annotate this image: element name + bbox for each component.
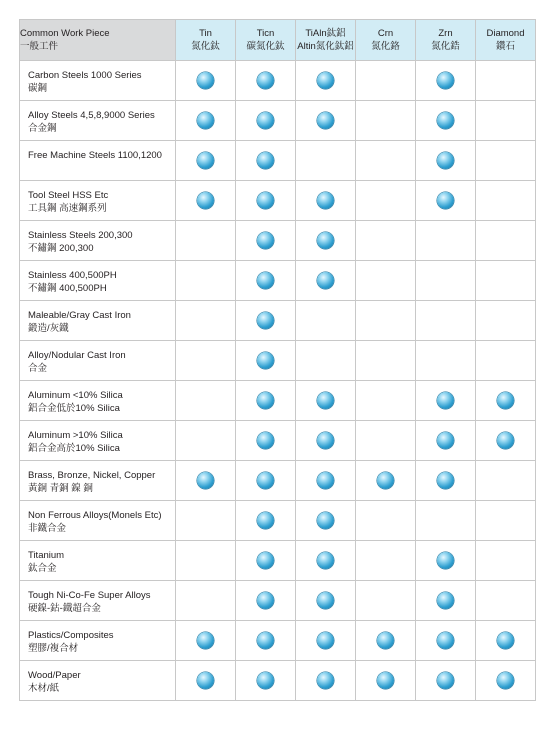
- blue-sphere-icon: [317, 432, 334, 449]
- compatibility-cell: [176, 61, 236, 101]
- compatibility-cell: [476, 421, 536, 461]
- blue-sphere-icon: [257, 112, 274, 129]
- work-piece-label: [20, 341, 176, 381]
- blue-sphere-icon: [377, 632, 394, 649]
- blue-sphere-icon: [257, 552, 274, 569]
- blue-sphere-icon: [257, 672, 274, 689]
- blue-sphere-icon: [317, 272, 334, 289]
- coating-name-zh: 鑽石: [495, 41, 515, 52]
- blue-sphere-icon: [437, 432, 454, 449]
- compatibility-cell: [236, 141, 296, 181]
- work-piece-name-en: Stainless 400,500PH: [28, 270, 117, 281]
- work-piece-name-zh: 碳鋼: [28, 83, 48, 94]
- compatibility-cell: [236, 661, 296, 701]
- work-piece-label: [20, 661, 176, 701]
- compatibility-cell: [476, 341, 536, 381]
- blue-sphere-icon: [497, 432, 514, 449]
- work-piece-name-zh: 工具鋼 高速鋼系列: [28, 203, 107, 214]
- blue-sphere-icon: [437, 672, 454, 689]
- blue-sphere-icon: [197, 152, 214, 169]
- table-row: [20, 141, 536, 181]
- compatibility-cell: [176, 141, 236, 181]
- blue-sphere-icon: [257, 72, 274, 89]
- work-piece-label: [20, 501, 176, 541]
- compatibility-cell: [176, 661, 236, 701]
- blue-sphere-icon: [377, 672, 394, 689]
- compatibility-cell: [176, 421, 236, 461]
- compatibility-cell: [476, 141, 536, 181]
- work-piece-name-en: Maleable/Gray Cast Iron: [28, 310, 131, 321]
- work-piece-name-en: Carbon Steels 1000 Series: [28, 70, 142, 81]
- blue-sphere-icon: [437, 192, 454, 209]
- work-piece-name-en: Alloy Steels 4,5,8,9000 Series: [28, 110, 155, 121]
- work-piece-name-zh: 鈦合金: [28, 563, 57, 574]
- table-row: [20, 181, 536, 221]
- compatibility-cell: [356, 501, 416, 541]
- compatibility-cell: [356, 421, 416, 461]
- work-piece-name-zh: 塑膠/複合材: [28, 643, 79, 654]
- blue-sphere-icon: [317, 232, 334, 249]
- compatibility-cell: [356, 141, 416, 181]
- coating-header: [236, 20, 296, 61]
- compatibility-cell: [416, 221, 476, 261]
- compatibility-cell: [476, 381, 536, 421]
- work-piece-name-zh: 鍛造/灰鐵: [28, 323, 69, 334]
- work-piece-name-en: Titanium: [28, 550, 65, 561]
- compatibility-cell: [476, 301, 536, 341]
- table-row: [20, 341, 536, 381]
- work-piece-name-en: Free Machine Steels 1100,1200: [28, 150, 162, 161]
- compatibility-cell: [416, 61, 476, 101]
- compatibility-cell: [356, 621, 416, 661]
- compatibility-cell: [176, 501, 236, 541]
- compatibility-cell: [416, 421, 476, 461]
- coating-name-en: Tin: [199, 28, 212, 39]
- compatibility-cell: [416, 181, 476, 221]
- work-piece-label: [20, 181, 176, 221]
- table-row: [20, 581, 536, 621]
- table-row: [20, 381, 536, 421]
- compatibility-cell: [356, 661, 416, 701]
- work-piece-name-en: Brass, Bronze, Nickel, Copper: [28, 470, 156, 481]
- compatibility-cell: [176, 621, 236, 661]
- work-piece-name-en: Plastics/Composites: [28, 630, 114, 641]
- compatibility-cell: [236, 501, 296, 541]
- compatibility-cell: [296, 661, 356, 701]
- compatibility-cell: [296, 61, 356, 101]
- table-row: [20, 461, 536, 501]
- table-row: [20, 61, 536, 101]
- compatibility-cell: [296, 621, 356, 661]
- compatibility-cell: [356, 461, 416, 501]
- compatibility-cell: [356, 381, 416, 421]
- compatibility-cell: [356, 61, 416, 101]
- compatibility-cell: [476, 541, 536, 581]
- blue-sphere-icon: [497, 632, 514, 649]
- compatibility-cell: [476, 221, 536, 261]
- compatibility-cell: [476, 501, 536, 541]
- coating-name-zh: 碳氮化鈦: [246, 41, 285, 52]
- compatibility-cell: [176, 381, 236, 421]
- compatibility-cell: [416, 621, 476, 661]
- blue-sphere-icon: [317, 472, 334, 489]
- compatibility-cell: [356, 301, 416, 341]
- work-piece-label: [20, 101, 176, 141]
- blue-sphere-icon: [437, 592, 454, 609]
- work-piece-name-zh: 硬鎳-鈷-鐵超合金: [28, 603, 101, 614]
- table-row: [20, 261, 536, 301]
- coating-header: [356, 20, 416, 61]
- compatibility-cell: [176, 341, 236, 381]
- blue-sphere-icon: [197, 472, 214, 489]
- blue-sphere-icon: [257, 152, 274, 169]
- blue-sphere-icon: [197, 72, 214, 89]
- compatibility-cell: [176, 581, 236, 621]
- compatibility-cell: [416, 301, 476, 341]
- work-piece-label: [20, 541, 176, 581]
- coating-header: [416, 20, 476, 61]
- compatibility-cell: [236, 341, 296, 381]
- compatibility-cell: [236, 181, 296, 221]
- blue-sphere-icon: [377, 472, 394, 489]
- compatibility-cell: [296, 381, 356, 421]
- blue-sphere-icon: [197, 112, 214, 129]
- compatibility-cell: [296, 501, 356, 541]
- blue-sphere-icon: [437, 472, 454, 489]
- compatibility-cell: [296, 581, 356, 621]
- work-piece-header-zh: 一般工件: [20, 41, 59, 52]
- compatibility-cell: [356, 341, 416, 381]
- blue-sphere-icon: [437, 112, 454, 129]
- blue-sphere-icon: [257, 192, 274, 209]
- table-row: [20, 501, 536, 541]
- compatibility-cell: [176, 301, 236, 341]
- compatibility-cell: [296, 301, 356, 341]
- work-piece-label: [20, 461, 176, 501]
- compatibility-cell: [476, 581, 536, 621]
- header-row: [20, 20, 536, 61]
- compatibility-cell: [356, 541, 416, 581]
- compatibility-cell: [176, 261, 236, 301]
- compatibility-cell: [176, 101, 236, 141]
- coating-name-en: Crn: [377, 28, 394, 39]
- work-piece-label: [20, 221, 176, 261]
- compatibility-cell: [296, 181, 356, 221]
- coating-header: [476, 20, 536, 61]
- table-row: [20, 621, 536, 661]
- blue-sphere-icon: [317, 672, 334, 689]
- compatibility-cell: [296, 421, 356, 461]
- compatibility-cell: [416, 261, 476, 301]
- blue-sphere-icon: [497, 672, 514, 689]
- coating-name-zh: 氮化鉻: [371, 41, 400, 52]
- work-piece-name-en: Tough Ni-Co-Fe Super Alloys: [28, 590, 151, 601]
- compatibility-cell: [236, 581, 296, 621]
- work-piece-name-en: Non Ferrous Alloys(Monels Etc): [28, 510, 162, 521]
- compatibility-cell: [296, 101, 356, 141]
- compatibility-cell: [176, 461, 236, 501]
- blue-sphere-icon: [497, 392, 514, 409]
- blue-sphere-icon: [317, 392, 334, 409]
- compatibility-cell: [476, 181, 536, 221]
- compatibility-cell: [416, 101, 476, 141]
- blue-sphere-icon: [317, 552, 334, 569]
- coating-name-en: Ticn: [256, 28, 275, 39]
- compatibility-cell: [236, 381, 296, 421]
- blue-sphere-icon: [257, 472, 274, 489]
- compatibility-cell: [476, 621, 536, 661]
- compatibility-cell: [476, 461, 536, 501]
- work-piece-label: [20, 621, 176, 661]
- blue-sphere-icon: [317, 592, 334, 609]
- blue-sphere-icon: [257, 272, 274, 289]
- compatibility-cell: [416, 341, 476, 381]
- work-piece-header: [20, 20, 176, 61]
- coating-name-en: Zrn: [438, 28, 453, 39]
- blue-sphere-icon: [317, 192, 334, 209]
- compatibility-cell: [296, 261, 356, 301]
- coating-header: [296, 20, 356, 61]
- work-piece-name-zh: 不鏽鋼 200,300: [28, 243, 94, 254]
- work-piece-name-zh: 非鐵合金: [28, 523, 67, 534]
- blue-sphere-icon: [197, 192, 214, 209]
- work-piece-name-en: Wood/Paper: [28, 670, 81, 681]
- compatibility-cell: [416, 461, 476, 501]
- work-piece-label: [20, 61, 176, 101]
- compatibility-cell: [476, 61, 536, 101]
- coating-name-zh: Altin氮化鈦鋁: [297, 41, 354, 52]
- compatibility-cell: [236, 61, 296, 101]
- compatibility-cell: [356, 261, 416, 301]
- table-row: [20, 661, 536, 701]
- compatibility-cell: [356, 581, 416, 621]
- compatibility-cell: [236, 421, 296, 461]
- coating-name-zh: 氮化鈦: [191, 41, 220, 52]
- compatibility-cell: [236, 541, 296, 581]
- compatibility-cell: [356, 181, 416, 221]
- compatibility-cell: [416, 501, 476, 541]
- blue-sphere-icon: [257, 352, 274, 369]
- compatibility-cell: [176, 221, 236, 261]
- work-piece-name-en: Aluminum <10% Silica: [28, 390, 123, 401]
- compatibility-cell: [416, 541, 476, 581]
- compatibility-cell: [476, 661, 536, 701]
- blue-sphere-icon: [197, 672, 214, 689]
- blue-sphere-icon: [437, 72, 454, 89]
- blue-sphere-icon: [437, 632, 454, 649]
- compatibility-cell: [176, 181, 236, 221]
- blue-sphere-icon: [197, 632, 214, 649]
- table-row: [20, 101, 536, 141]
- compatibility-cell: [356, 101, 416, 141]
- compatibility-cell: [236, 621, 296, 661]
- work-piece-label: [20, 141, 176, 181]
- compatibility-cell: [236, 221, 296, 261]
- compatibility-cell: [296, 341, 356, 381]
- work-piece-name-en: Stainless Steels 200,300: [28, 230, 133, 241]
- compatibility-cell: [296, 141, 356, 181]
- compatibility-cell: [176, 541, 236, 581]
- compatibility-cell: [296, 221, 356, 261]
- blue-sphere-icon: [317, 512, 334, 529]
- blue-sphere-icon: [317, 632, 334, 649]
- blue-sphere-icon: [317, 72, 334, 89]
- blue-sphere-icon: [257, 312, 274, 329]
- work-piece-name-en: Alloy/Nodular Cast Iron: [28, 350, 126, 361]
- work-piece-name-zh: 木材/紙: [28, 683, 60, 694]
- compatibility-cell: [416, 581, 476, 621]
- compatibility-cell: [236, 261, 296, 301]
- work-piece-name-en: Aluminum >10% Silica: [28, 430, 123, 441]
- work-piece-name-zh: 合金: [28, 363, 48, 374]
- table-row: [20, 541, 536, 581]
- compatibility-cell: [236, 301, 296, 341]
- compatibility-cell: [296, 461, 356, 501]
- blue-sphere-icon: [257, 392, 274, 409]
- table-row: [20, 221, 536, 261]
- work-piece-name-en: Tool Steel HSS Etc: [28, 190, 109, 201]
- compatibility-cell: [356, 221, 416, 261]
- compatibility-cell: [296, 541, 356, 581]
- coating-name-zh: 氮化鋯: [431, 41, 460, 52]
- coating-name-en: TiAln鈦鋁: [305, 28, 346, 39]
- compatibility-cell: [416, 141, 476, 181]
- work-piece-name-zh: 合金鋼: [28, 123, 57, 134]
- compatibility-cell: [416, 661, 476, 701]
- work-piece-label: [20, 301, 176, 341]
- work-piece-name-zh: 鋁合金高於10% Silica: [28, 443, 120, 454]
- blue-sphere-icon: [257, 232, 274, 249]
- coating-header: [176, 20, 236, 61]
- work-piece-label: [20, 261, 176, 301]
- compatibility-cell: [416, 381, 476, 421]
- blue-sphere-icon: [437, 152, 454, 169]
- coating-name-en: Diamond: [486, 28, 525, 39]
- table-body: [20, 61, 536, 701]
- compatibility-cell: [236, 461, 296, 501]
- blue-sphere-icon: [257, 432, 274, 449]
- blue-sphere-icon: [437, 552, 454, 569]
- table-row: [20, 301, 536, 341]
- compatibility-cell: [476, 101, 536, 141]
- work-piece-label: [20, 421, 176, 461]
- coating-compatibility-table: [19, 19, 536, 701]
- blue-sphere-icon: [257, 632, 274, 649]
- compatibility-cell: [476, 261, 536, 301]
- table-row: [20, 421, 536, 461]
- blue-sphere-icon: [317, 112, 334, 129]
- compatibility-cell: [236, 101, 296, 141]
- work-piece-header-en: Common Work Piece: [20, 28, 110, 39]
- work-piece-label: [20, 581, 176, 621]
- blue-sphere-icon: [257, 592, 274, 609]
- work-piece-label: [20, 381, 176, 421]
- blue-sphere-icon: [437, 392, 454, 409]
- work-piece-name-zh: 黃銅 青銅 鎳 銅: [28, 483, 93, 494]
- work-piece-name-zh: 不鏽鋼 400,500PH: [28, 283, 107, 294]
- blue-sphere-icon: [257, 512, 274, 529]
- work-piece-name-zh: 鋁合金低於10% Silica: [28, 403, 120, 414]
